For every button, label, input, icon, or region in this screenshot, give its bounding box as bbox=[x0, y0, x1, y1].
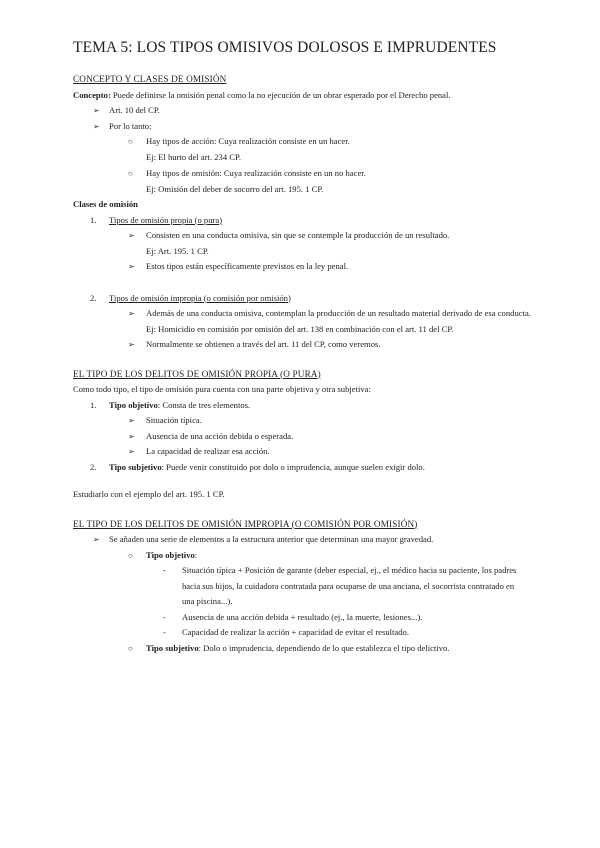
arrow-bullet-icon: ➢ bbox=[128, 231, 135, 240]
tipos-omision-text: Hay tipos de omisión: Cuya realización consiste en un no hacer. bbox=[146, 168, 366, 178]
arrow-bullet-icon: ➢ bbox=[93, 106, 100, 115]
concepto-text: Puede definirse la omisión penal como la no ejecución de un obrar esperado por el Derecho penal. bbox=[110, 89, 451, 100]
impropia-objetivo-label: Tipo objetivo bbox=[146, 549, 195, 560]
tipos-accion-example: Ej: El hurto del art. 234 CP. bbox=[146, 151, 242, 162]
list-number: 1. bbox=[90, 214, 97, 225]
elemento-situacion: Situación típica. bbox=[146, 415, 202, 425]
clases-omision-label: Clases de omisión bbox=[73, 199, 138, 209]
list-item bbox=[73, 610, 560, 626]
tipos-omision-example: Ej: Omisión del deber de socorro del art. 195. 1 CP. bbox=[146, 183, 324, 194]
omision-impropia-art11: Normalmente se obtienen a través del art. 11 del CP, como veremos. bbox=[146, 339, 381, 349]
list-item bbox=[73, 641, 560, 657]
list-item bbox=[73, 398, 560, 414]
arrow-bullet-icon: ➢ bbox=[128, 340, 135, 349]
dash-bullet-icon: - bbox=[163, 565, 166, 575]
tipo-subjetivo-text: : Puede venir constituido por dolo o imprudencia, aunque suelen exigir dolo. bbox=[161, 461, 425, 472]
arrow-bullet-icon: ➢ bbox=[128, 309, 135, 318]
posicion-garante-text: Situación típica + Posición de garante (deber especial, ej., el médico hacia su paciente, los padres hacia sus hijos, la cuidadora contratada para ocuparse de una anciana, el socorrista contratado en una piscina...). bbox=[182, 565, 517, 606]
tipo-objetivo-text: : Consta de tres elementos. bbox=[157, 399, 251, 410]
omision-propia-title: Tipos de omisión propia (o pura) bbox=[109, 214, 223, 225]
list-item bbox=[73, 563, 560, 610]
example-line bbox=[73, 150, 560, 166]
list-item bbox=[73, 444, 560, 460]
section-heading-concepto: CONCEPTO Y CLASES DE OMISIÓN bbox=[73, 74, 227, 84]
circle-bullet-icon: ○ bbox=[128, 643, 133, 653]
list-item bbox=[73, 259, 560, 275]
tipos-accion-text: Hay tipos de acción: Cuya realización consiste en un hacer. bbox=[146, 136, 350, 146]
list-item bbox=[73, 103, 560, 119]
list-item bbox=[73, 548, 560, 564]
elemento-capacidad: La capacidad de realizar esa acción. bbox=[146, 446, 270, 456]
section-heading-omision-impropia: EL TIPO DE LOS DELITOS DE OMISIÓN IMPROPIA (O COMISIÓN POR OMISIÓN) bbox=[73, 518, 418, 529]
omision-impropia-example: Ej: Homicidio en comisión por omisión del art. 138 en combinación con el art. 11 del CP. bbox=[146, 323, 454, 334]
omision-propia-desc: Consisten en una conducta omisiva, sin que se contemple la producción de un resultado. bbox=[146, 230, 450, 240]
list-item bbox=[73, 306, 560, 322]
impropia-intro: Se añaden una serie de elementos a la estructura anterior que determinan una mayor gravedad. bbox=[109, 534, 434, 544]
list-item bbox=[73, 337, 560, 353]
list-item bbox=[73, 119, 560, 135]
omision-impropia-title: Tipos de omisión impropia (o comisión por omisión) bbox=[109, 292, 291, 303]
list-number: 2. bbox=[90, 461, 97, 472]
list-number: 2. bbox=[90, 292, 97, 303]
ausencia-resultado-text: Ausencia de una acción debida + resultado (ej., la muerte, lesiones...). bbox=[182, 611, 423, 622]
arrow-bullet-icon: ➢ bbox=[128, 416, 135, 425]
list-item bbox=[73, 213, 560, 229]
dash-bullet-icon: - bbox=[163, 627, 166, 637]
omision-propia-example: Ej: Art. 195. 1 CP. bbox=[146, 245, 209, 256]
circle-bullet-icon: ○ bbox=[128, 550, 133, 560]
omision-pura-intro: Como todo tipo, el tipo de omisión pura cuenta con una parte objetiva y otra subjetiva: bbox=[73, 384, 371, 394]
arrow-bullet-icon: ➢ bbox=[93, 121, 100, 131]
impropia-subjetivo-text: : Dolo o imprudencia, dependiendo de lo que establezca el tipo delictivo. bbox=[198, 642, 450, 653]
arrow-bullet-icon: ➢ bbox=[93, 535, 100, 544]
concepto-label: Concepto: bbox=[73, 89, 111, 100]
circle-bullet-icon: ○ bbox=[128, 169, 133, 178]
arrow-bullet-icon: ➢ bbox=[128, 431, 135, 441]
tipo-subjetivo-label: Tipo subjetivo bbox=[109, 461, 162, 472]
list-item bbox=[73, 166, 560, 182]
section-heading-omision-propia: EL TIPO DE LOS DELITOS DE OMISIÓN PROPIA (O PURA) bbox=[73, 368, 321, 379]
list-item bbox=[73, 429, 560, 445]
circle-bullet-icon: ○ bbox=[128, 137, 133, 146]
tipo-objetivo-label: Tipo objetivo bbox=[109, 399, 158, 410]
art-10-text: Art. 10 del CP. bbox=[109, 105, 160, 115]
impropia-objetivo-colon: : bbox=[194, 549, 198, 560]
arrow-bullet-icon: ➢ bbox=[128, 262, 135, 271]
omision-propia-ley: Estos tipos están específicamente previstos en la ley penal. bbox=[146, 261, 349, 271]
page-title: TEMA 5: LOS TIPOS OMISIVOS DOLOSOS E IMPRUDENTES bbox=[73, 39, 497, 56]
list-number: 1. bbox=[90, 399, 97, 410]
omision-impropia-desc: Además de una conducta omisiva, contemplan la producción de un resultado material derivado de esa conducta. bbox=[146, 308, 531, 318]
estudiarlo-note: Estudiarlo con el ejemplo del art. 195. 1 CP. bbox=[73, 489, 225, 499]
example-line bbox=[73, 322, 560, 338]
impropia-subjetivo-label: Tipo subjetivo bbox=[146, 642, 199, 653]
list-item bbox=[73, 134, 560, 150]
concepto-paragraph bbox=[73, 88, 560, 104]
example-line bbox=[73, 244, 560, 260]
list-item bbox=[73, 413, 560, 429]
example-line bbox=[73, 182, 560, 198]
list-item bbox=[73, 291, 560, 307]
elemento-ausencia: Ausencia de una acción debida o esperada. bbox=[146, 430, 294, 441]
capacidad-evitar-text: Capacidad de realizar la acción + capacidad de evitar el resultado. bbox=[182, 627, 409, 637]
list-item bbox=[73, 625, 560, 641]
list-item bbox=[73, 460, 560, 476]
por-lo-tanto-text: Por lo tanto: bbox=[109, 120, 152, 131]
list-item bbox=[73, 532, 560, 548]
dash-bullet-icon: - bbox=[163, 611, 166, 622]
arrow-bullet-icon: ➢ bbox=[128, 447, 135, 456]
list-item bbox=[73, 228, 560, 244]
